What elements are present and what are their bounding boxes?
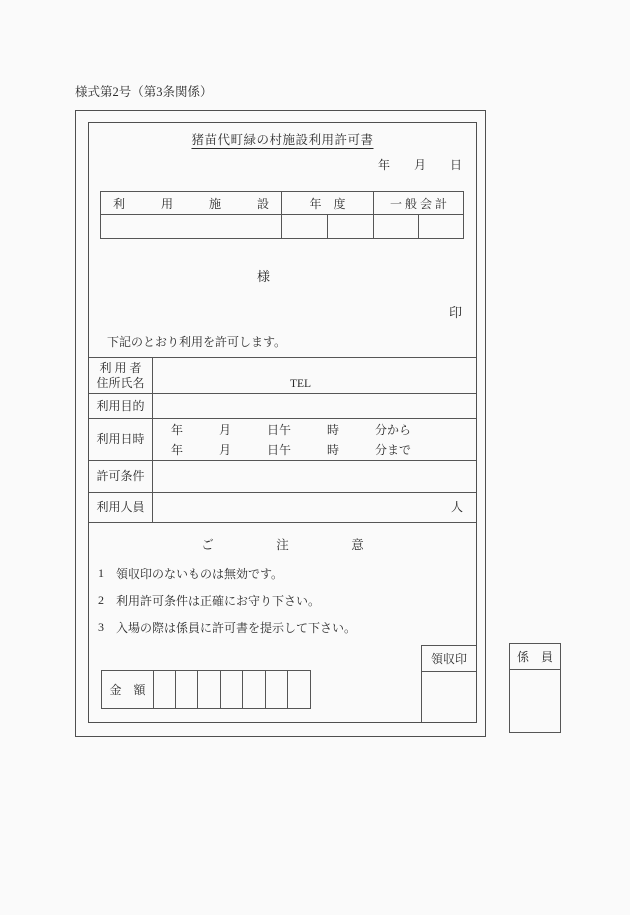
conditions-value-cell [153,461,476,492]
purpose-label [89,394,153,418]
amount-digit-cell [154,671,176,709]
datetime-from-line: 年 月 日午 時 分から [171,422,412,437]
notice-item [98,587,466,614]
applicant-label-line2: 住所氏名 [96,375,145,390]
facility-table [100,191,464,239]
year-header-cell: 年 度 [282,192,374,215]
notice-item [98,614,466,641]
amount-digit-cell [176,671,198,709]
conditions-label [89,461,153,492]
details-table [89,357,476,523]
datetime-row [89,418,476,460]
receipt-stamp-label: 領収印 [422,646,476,672]
datetime-value-cell [153,419,476,460]
staff-stamp-box [509,643,561,733]
applicant-row [89,357,476,393]
amount-digit-cell [221,671,243,709]
notice-item-number: 3 [98,620,104,634]
people-label [89,493,153,522]
applicant-label [89,358,153,393]
account-blank-cell-2 [419,215,464,239]
purpose-label-text: 利用目的 [96,398,145,413]
seal-mark: 印 [449,305,463,320]
purpose-row [89,393,476,418]
notice-item-text: 利用許可条件は正確にお守り下さい。 [116,594,321,608]
year-blank-cell-2 [328,215,374,239]
amount-label-cell: 金 額 [102,671,154,709]
facility-table-header-row [101,192,464,215]
applicant-label-line1: 利 用 者 [99,360,142,375]
permit-title: 猪苗代町緑の村施設利用許可書 [191,133,374,147]
people-value-cell [153,493,476,522]
amount-digit-cell [198,671,221,709]
notice-item-text: 領収印のないものは無効です。 [116,567,284,581]
year-blank-cell-1 [282,215,328,239]
facility-table-blank-row [101,215,464,239]
facility-blank-cell [101,215,282,239]
notice-item [98,560,466,587]
amount-digit-cell [243,671,266,709]
notice-item-number: 2 [98,593,104,607]
notice-item-text: 入場の際は係員に許可書を提示して下さい。 [116,621,357,635]
datetime-label [89,419,153,460]
datetime-to-line: 年 月 日午 時 分まで [171,443,412,458]
conditions-label-text: 許可条件 [96,469,145,483]
facility-header-cell: 利 用 施 設 [101,192,282,215]
people-label-text: 利用人員 [96,500,145,514]
grant-sentence: 下記のとおり利用を許可します。 [107,335,287,349]
conditions-row [89,460,476,492]
tel-label: TEL [289,378,312,390]
addressee-suffix: 様 [257,269,271,284]
people-row [89,492,476,523]
purpose-value-cell [153,394,476,418]
account-blank-cell-1 [374,215,419,239]
people-unit-label: 人 [450,500,463,514]
account-header-cell: 一 般 会 計 [374,192,464,215]
amount-row [102,671,311,709]
amount-table [101,670,311,709]
receipt-stamp-box [421,645,476,722]
notice-heading: ご 注 意 [201,538,364,552]
form-number-label: 様式第2号（第3条関係） [75,85,213,99]
amount-digit-cell [266,671,288,709]
applicant-value-cell [153,358,476,393]
notice-list [98,560,466,641]
staff-stamp-label: 係 員 [510,644,560,670]
issue-date-line: 年 月 日 [377,158,462,172]
notice-item-number: 1 [98,566,104,580]
permit-sheet [88,122,477,723]
datetime-label-text: 利用日時 [96,432,145,446]
amount-digit-cell [288,671,311,709]
